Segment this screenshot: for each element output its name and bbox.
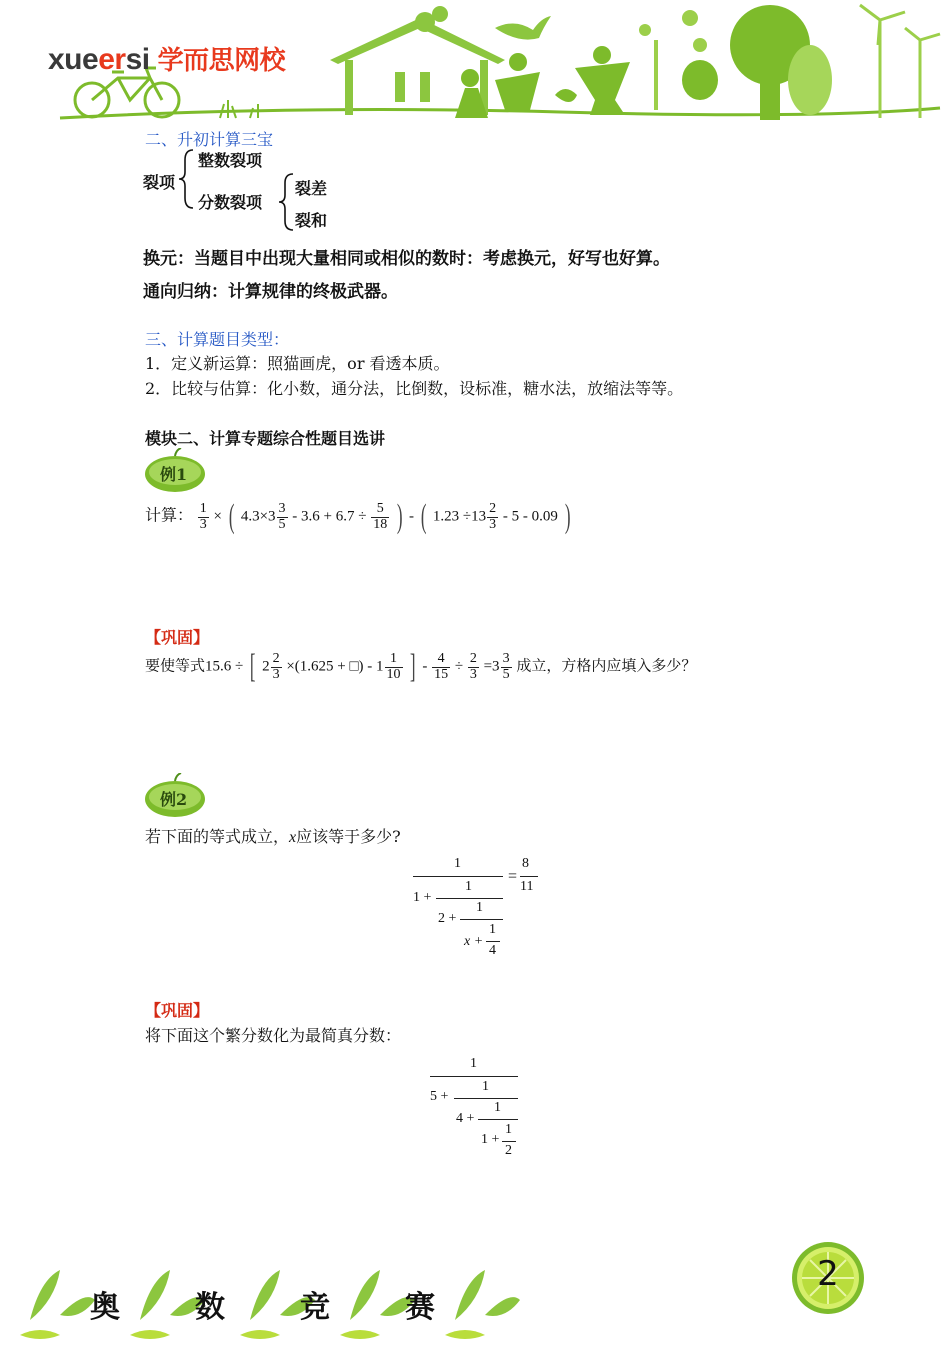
split-term-diagram xyxy=(143,148,363,232)
example-2-badge: 例2 xyxy=(143,773,207,819)
consolidate-1-tag: 【巩固】 xyxy=(145,628,210,647)
example-2-continued-fraction: 1 1 + 1 2 + 1 x + 1 4 = 8 11 xyxy=(410,852,550,964)
footer-word-2: 数 xyxy=(195,1290,225,1325)
page-header xyxy=(0,0,950,125)
consolidate-1-expression: 要使等式15.6 ÷ [ 2 $\frac{2}{3}$ ×(1.625 + □) - 1 $\frac{1}{10}$ ] - $\frac{4}{15}$ ÷ $\frac{2}{3}$ =3 $\frac{3}{5}$ 成立，方格内应填入多少？ xyxy=(145,648,697,685)
footer-word-4: 赛 xyxy=(405,1290,435,1325)
module-title: 模块二、计算专题综合性题目选讲 xyxy=(145,429,386,448)
substitution-text: 换元：当题目中出现大量相同或相似的数时：考虑换元，好写也好算。 xyxy=(143,249,670,269)
induction-text: 通向归纳：计算规律的终极武器。 xyxy=(143,282,398,302)
example-2-question: 若下面的等式成立，x应该等于多少? xyxy=(145,827,401,846)
section-3-title: 三、计算题目类型： xyxy=(145,330,290,349)
split-int-label: 整数裂项 xyxy=(198,151,263,170)
page-footer xyxy=(0,1240,950,1344)
example-1-expression: 计算： $\frac{1}{3}$ × ( 4.3×3 $\frac{3}{5}$ - 3.6 + 6.7 ÷ $\frac{5}{18}$ ) - ( 1.23 ÷13 $\frac{2}{3}$ - 5 - 0.09 ) xyxy=(145,498,571,535)
split-root-label: 裂项 xyxy=(143,173,176,192)
brace-1 xyxy=(177,148,197,210)
section-2-title: 二、升初计算三宝 xyxy=(145,130,274,149)
split-diff-label: 裂差 xyxy=(295,179,328,198)
footer-word-3: 竞 xyxy=(300,1290,330,1325)
consolidate-2-continued-fraction: 1 5 + 1 4 + 1 1 + 1 2 xyxy=(428,1052,538,1164)
brand-logo: xueersi 学而思网校 xyxy=(48,43,286,76)
split-sum-label: 裂和 xyxy=(295,211,328,230)
brace-2 xyxy=(277,172,297,232)
consolidate-2-tag: 【巩固】 xyxy=(145,1001,210,1020)
footer-word-1: 奥 xyxy=(90,1290,120,1325)
page-number: 2 xyxy=(817,1254,839,1294)
page-number-badge xyxy=(790,1240,866,1316)
consolidate-2-question: 将下面这个繁分数化为最简真分数： xyxy=(145,1026,402,1045)
split-frac-label: 分数裂项 xyxy=(198,193,263,212)
type-item-2: 2．比较与估算：化小数，通分法，比倒数，设标准，糖水法，放缩法等等。 xyxy=(145,379,684,398)
example-1-badge: 例1 xyxy=(143,448,207,494)
type-item-1: 1．定义新运算：照猫画虎，or 看透本质。 xyxy=(145,354,450,373)
